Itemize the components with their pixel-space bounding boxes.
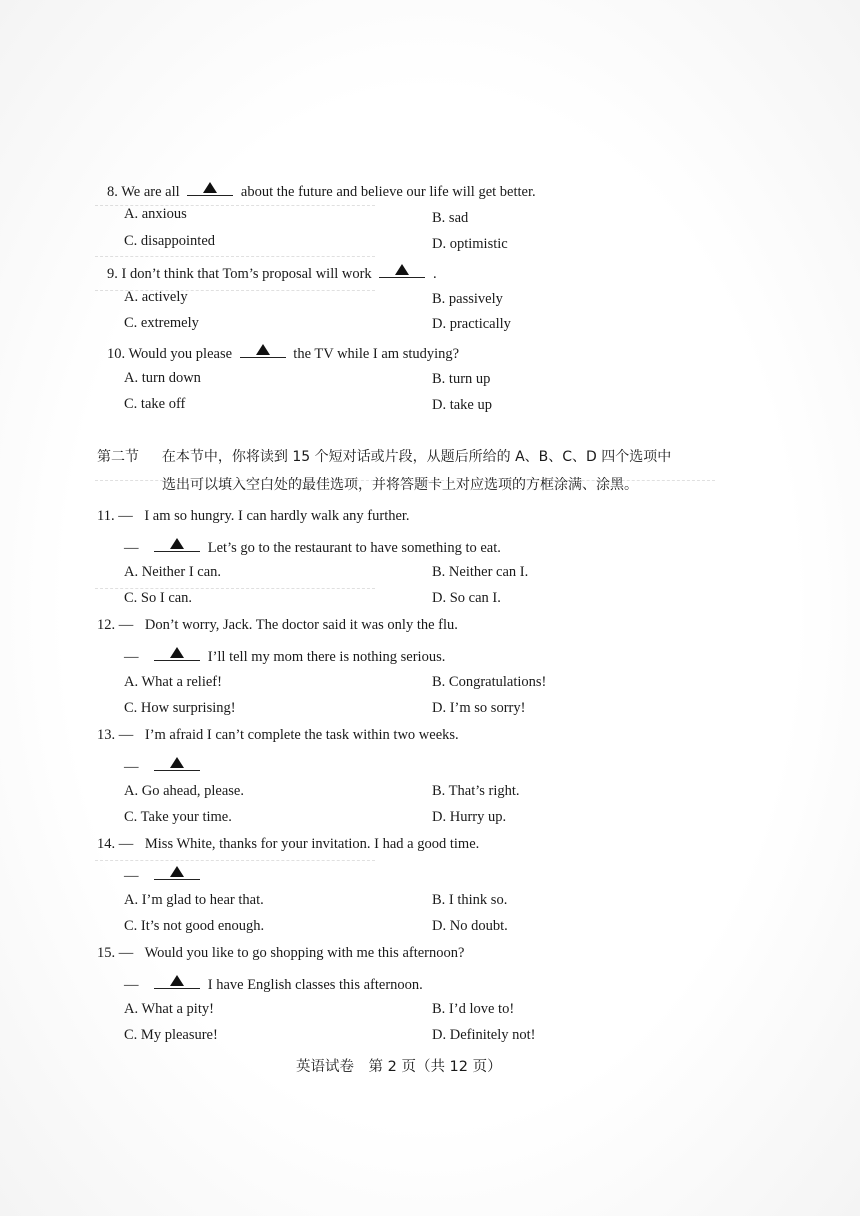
triangle-icon bbox=[170, 538, 184, 549]
option-d: D. Definitely not! bbox=[432, 1027, 536, 1043]
scan-artifact bbox=[95, 860, 375, 861]
option-d: D. practically bbox=[432, 316, 511, 332]
dialog-line: I’ll tell my mom there is nothing serious. bbox=[207, 649, 446, 665]
option-d: D. No doubt. bbox=[432, 918, 508, 934]
section-label: 第二节 bbox=[97, 449, 139, 465]
question-number: 10. bbox=[107, 346, 126, 362]
option-c: C. take off bbox=[124, 396, 186, 412]
section-2-instructions bbox=[97, 448, 671, 466]
triangle-icon bbox=[170, 647, 184, 658]
answer-blank bbox=[154, 535, 200, 552]
option-a: A. Go ahead, please. bbox=[124, 783, 244, 799]
scan-artifact bbox=[95, 256, 375, 257]
question-12-response bbox=[124, 644, 445, 666]
dialog-line: Don’t worry, Jack. The doctor said it was only the flu. bbox=[144, 617, 458, 633]
option-b: B. passively bbox=[432, 291, 503, 307]
stem-before: We are all bbox=[121, 184, 180, 200]
option-c: C. So I can. bbox=[124, 590, 193, 606]
dialog-line: I am so hungry. I can hardly walk any further. bbox=[144, 508, 410, 524]
answer-blank bbox=[379, 261, 425, 278]
question-15-response bbox=[124, 972, 423, 994]
answer-blank bbox=[154, 972, 200, 989]
option-b: B. Congratulations! bbox=[432, 674, 547, 690]
option-b: B. Neither can I. bbox=[432, 564, 529, 580]
option-a: A. turn down bbox=[124, 370, 201, 386]
section-instruction-line1: 在本节中，你将读到 15 个短对话或片段，从题后所给的 A、B、C、D 四个选项中 bbox=[161, 449, 672, 465]
question-8-stem bbox=[107, 179, 536, 201]
dash: — bbox=[118, 945, 134, 961]
option-c: C. Take your time. bbox=[124, 809, 232, 825]
option-a: A. Neither I can. bbox=[124, 564, 222, 580]
dash: — bbox=[118, 727, 134, 743]
question-number: 8. bbox=[107, 184, 118, 200]
section-instruction-line2: 选出可以填入空白处的最佳选项，并将答题卡上对应选项的方框涂满、涂黑。 bbox=[162, 477, 638, 493]
stem-before: I don’t think that Tom’s proposal will work bbox=[121, 266, 372, 282]
option-b: B. sad bbox=[432, 210, 469, 226]
option-b: B. I think so. bbox=[432, 892, 508, 908]
dash: — bbox=[118, 617, 134, 633]
option-a: A. I’m glad to hear that. bbox=[124, 892, 264, 908]
dash: — bbox=[124, 868, 139, 884]
answer-blank bbox=[154, 644, 200, 661]
option-a: A. anxious bbox=[124, 206, 187, 222]
dash: — bbox=[124, 649, 139, 665]
question-13-prompt bbox=[97, 726, 459, 744]
stem-after: about the future and believe our life will get better. bbox=[240, 184, 536, 200]
question-number: 13. bbox=[97, 727, 116, 743]
option-c: C. How surprising! bbox=[124, 700, 236, 716]
question-number: 9. bbox=[107, 266, 118, 282]
triangle-icon bbox=[256, 344, 270, 355]
option-c: C. It’s not good enough. bbox=[124, 918, 265, 934]
option-b: B. turn up bbox=[432, 371, 491, 387]
option-a: A. actively bbox=[124, 289, 188, 305]
dialog-line: I’m afraid I can’t complete the task within two weeks. bbox=[144, 727, 459, 743]
dash: — bbox=[124, 977, 139, 993]
question-10-stem bbox=[107, 341, 459, 363]
dash: — bbox=[118, 836, 134, 852]
question-number: 11. bbox=[97, 508, 115, 524]
option-a: A. What a pity! bbox=[124, 1001, 214, 1017]
stem-after: the TV while I am studying? bbox=[293, 346, 460, 362]
dialog-line: Miss White, thanks for your invitation. I had a good time. bbox=[144, 836, 480, 852]
option-c: C. My pleasure! bbox=[124, 1027, 218, 1043]
option-b: B. I’d love to! bbox=[432, 1001, 515, 1017]
triangle-icon bbox=[395, 264, 409, 275]
option-d: D. optimistic bbox=[432, 236, 508, 252]
option-c: C. disappointed bbox=[124, 233, 216, 249]
question-14-prompt bbox=[97, 835, 479, 853]
dialog-line: I have English classes this afternoon. bbox=[207, 977, 423, 993]
dialog-line: Would you like to go shopping with me this afternoon? bbox=[144, 945, 465, 961]
question-11-response bbox=[124, 535, 501, 557]
question-15-prompt bbox=[97, 944, 464, 962]
question-14-response bbox=[124, 863, 204, 885]
option-d: D. I’m so sorry! bbox=[432, 700, 526, 716]
option-d: D. So can I. bbox=[432, 590, 501, 606]
question-number: 14. bbox=[97, 836, 116, 852]
dash: — bbox=[118, 508, 133, 524]
stem-after: . bbox=[432, 266, 437, 282]
triangle-icon bbox=[170, 866, 184, 877]
answer-blank bbox=[154, 863, 200, 880]
answer-blank bbox=[240, 341, 286, 358]
question-13-response bbox=[124, 754, 204, 776]
question-number: 12. bbox=[97, 617, 116, 633]
option-d: D. Hurry up. bbox=[432, 809, 507, 825]
stem-before: Would you please bbox=[128, 346, 233, 362]
option-a: A. What a relief! bbox=[124, 674, 222, 690]
question-9-stem bbox=[107, 261, 437, 283]
triangle-icon bbox=[203, 182, 217, 193]
triangle-icon bbox=[170, 975, 184, 986]
question-number: 15. bbox=[97, 945, 116, 961]
option-c: C. extremely bbox=[124, 315, 199, 331]
option-d: D. take up bbox=[432, 397, 492, 413]
triangle-icon bbox=[170, 757, 184, 768]
question-12-prompt bbox=[97, 616, 458, 634]
page-footer: 英语试卷 第 2 页（共 12 页） bbox=[296, 1059, 502, 1075]
answer-blank bbox=[187, 179, 233, 196]
answer-blank bbox=[154, 754, 200, 771]
option-b: B. That’s right. bbox=[432, 783, 520, 799]
dialog-line: Let’s go to the restaurant to have something to eat. bbox=[207, 540, 501, 556]
dash: — bbox=[124, 759, 139, 775]
dash: — bbox=[124, 540, 139, 556]
question-11-prompt bbox=[97, 507, 410, 525]
